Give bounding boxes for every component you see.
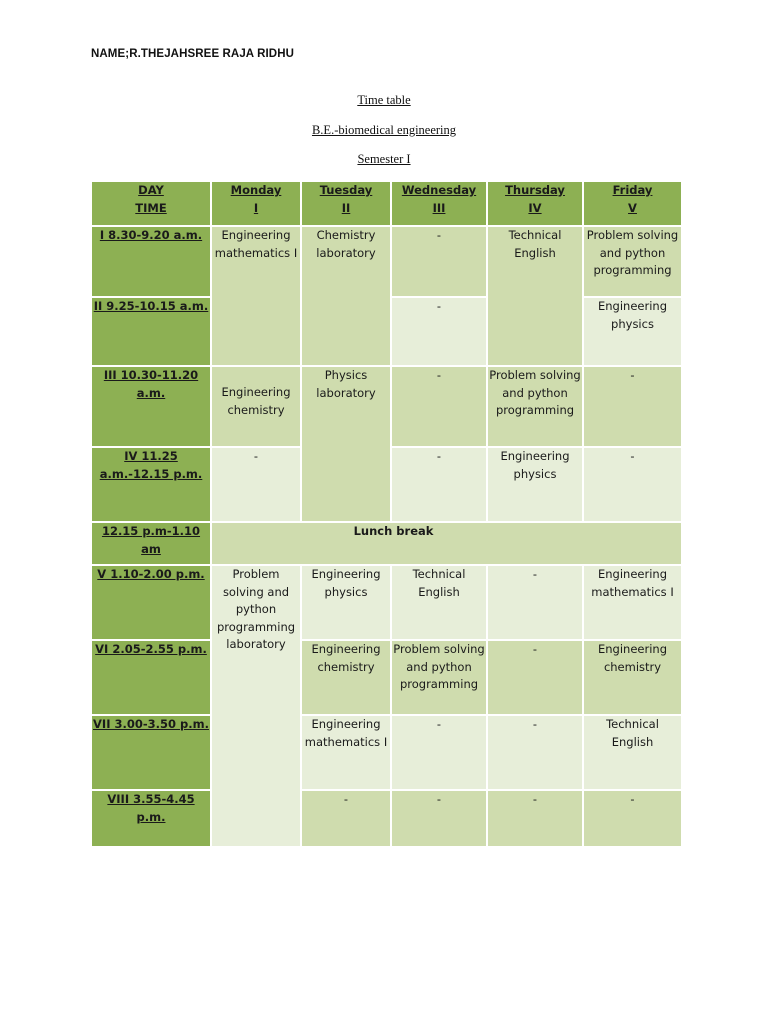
cell-friday: Technical English	[583, 715, 682, 790]
day-name: Monday	[230, 183, 282, 197]
period-row-3	[91, 366, 682, 447]
period-row-7	[91, 715, 682, 790]
timetable-title: Time table	[357, 93, 411, 107]
cell-friday: Engineering physics	[583, 297, 682, 366]
period-time: III 10.30-11.20 a.m.	[91, 366, 211, 447]
cell-wednesday: Technical English	[391, 565, 487, 640]
cell-wednesday: -	[391, 715, 487, 790]
student-name: NAME;R.THEJAHSREE RAJA RIDHU	[91, 48, 294, 60]
cell-tuesday: Engineering physics	[301, 565, 391, 640]
period-row-6	[91, 640, 682, 715]
period-time: VII 3.00-3.50 p.m.	[91, 715, 211, 790]
day-number: IV	[528, 200, 542, 215]
cell-wednesday: Problem solving and python programming	[391, 640, 487, 715]
lunch-break-label: Lunch break	[353, 524, 434, 538]
day-number: II	[341, 200, 351, 215]
timetable	[90, 180, 683, 848]
lunch-time: 12.15 p.m-1.10 am	[91, 522, 211, 565]
lunch-break	[211, 522, 682, 565]
period-time: IV 11.25 a.m.-12.15 p.m.	[91, 447, 211, 522]
period-time: V 1.10-2.00 p.m.	[91, 565, 211, 640]
cell-wednesday: -	[391, 447, 487, 522]
day-name: Thursday	[505, 183, 565, 197]
cell-tuesday: Physics laboratory	[301, 366, 391, 522]
cell-tuesday: Engineering mathematics I	[301, 715, 391, 790]
period-row-1	[91, 226, 682, 297]
cell-monday: Problem solving and python programming laboratory	[211, 565, 301, 847]
day-name: Wednesday	[401, 183, 477, 197]
cell-monday: Engineering mathematics I	[211, 226, 301, 366]
cell-wednesday: -	[391, 226, 487, 297]
cell-wednesday: -	[391, 790, 487, 847]
cell-monday: Engineering chemistry	[211, 366, 301, 447]
cell-friday: -	[583, 447, 682, 522]
cell-friday: Engineering chemistry	[583, 640, 682, 715]
corner-header	[91, 181, 211, 226]
cell-thursday: -	[487, 715, 583, 790]
cell-thursday: -	[487, 565, 583, 640]
day-header-friday	[583, 181, 682, 226]
day-header-tuesday	[301, 181, 391, 226]
day-number: I	[253, 200, 259, 215]
cell-thursday: -	[487, 790, 583, 847]
corner-day-label: DAY	[138, 183, 164, 197]
cell-tuesday: Engineering chemistry	[301, 640, 391, 715]
cell-friday: Engineering mathematics I	[583, 565, 682, 640]
cell-thursday: Problem solving and python programming	[487, 366, 583, 447]
cell-wednesday: -	[391, 297, 487, 366]
corner-time-label: TIME	[135, 200, 167, 215]
course-title: B.E.-biomedical engineering	[311, 123, 457, 137]
day-header-wednesday	[391, 181, 487, 226]
cell-friday: -	[583, 790, 682, 847]
day-number: III	[432, 200, 446, 215]
period-time: VI 2.05-2.55 p.m.	[91, 640, 211, 715]
cell-monday: -	[211, 447, 301, 522]
period-time: II 9.25-10.15 a.m.	[91, 297, 211, 366]
semester-title: Semester I	[357, 152, 411, 166]
period-row-8	[91, 790, 682, 847]
cell-friday: Problem solving and python programming	[583, 226, 682, 297]
header-row	[91, 181, 682, 226]
period-time: I 8.30-9.20 a.m.	[91, 226, 211, 297]
period-row-5	[91, 565, 682, 640]
cell-thursday: Technical English	[487, 226, 583, 366]
day-number: V	[628, 200, 637, 215]
day-name: Friday	[612, 183, 653, 197]
day-header-monday	[211, 181, 301, 226]
cell-tuesday: Chemistry laboratory	[301, 226, 391, 366]
cell-wednesday: -	[391, 366, 487, 447]
cell-tuesday: -	[301, 790, 391, 847]
lunch-row	[91, 522, 682, 565]
day-header-thursday	[487, 181, 583, 226]
period-time: VIII 3.55-4.45 p.m.	[91, 790, 211, 847]
cell-thursday: -	[487, 640, 583, 715]
cell-thursday: Engineering physics	[487, 447, 583, 522]
cell-friday: -	[583, 366, 682, 447]
day-name: Tuesday	[319, 183, 373, 197]
